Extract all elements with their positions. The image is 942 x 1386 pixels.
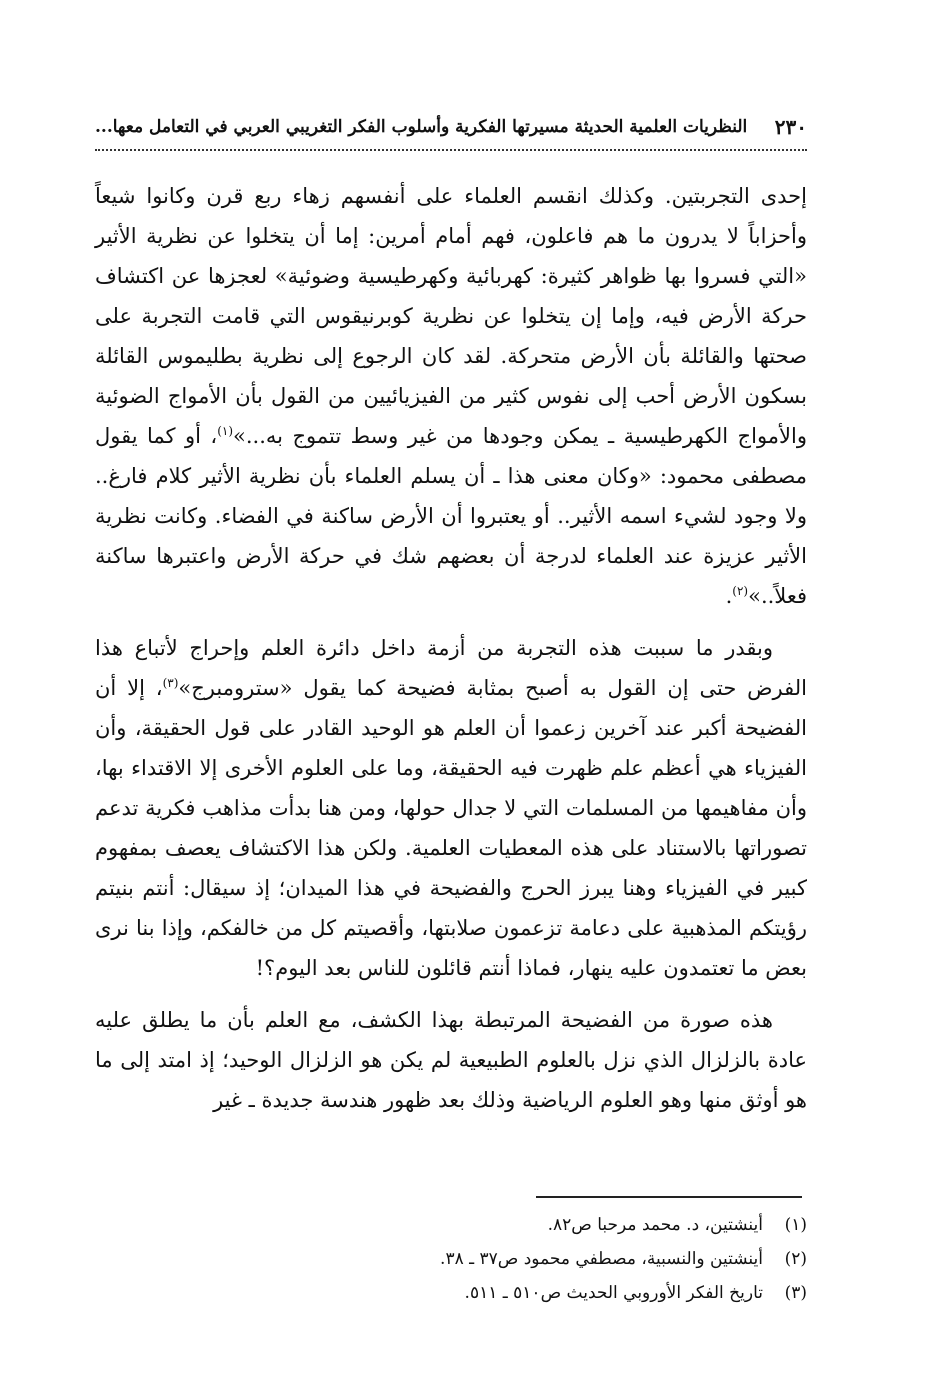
footnote-text: أينشتين، د. محمد مرحبا ص٨٢. xyxy=(547,1215,763,1235)
footnote-ref: (٢) xyxy=(732,584,749,598)
paragraph: وبقدر ما سببت هذه التجربة من أزمة داخل دائرة العلم وإحراج لأتباع هذا الفرض حتى إن القول به أصبح بمثابة فضيحة كما يقول «سترومبرج»$^{(٣)}$، إلا أن الفضيحة أكبر عند آخرين زعموا أن العلم هو الوحيد القادر على قول الحقيقة، وأن الفيزياء هي أعظم علم ظهرت فيه الحقيقة، وما على العلوم الأخرى إلا الاقتداء بها، وأن مفاهيمها من المسلمات التي لا جدال حولها، ومن هنا بدأت مذاهب فكرية تدعم تصوراتها بالاستناد على هذه المعطيات العلمية. ولكن هذا الاكتشاف يعصف بمفهوم كبير في الفيزياء وهنا يبرز الحرج والفضيحة في هذا الميدان؛ إذ سيقال: أنتم بنيتم رؤيتكم المذهبية على دعامة تزعمون صلابتها، وأقصيتم كل من خالفكم، وإذا بنا نرى بعض ما تعتمدون عليه ينهار، فماذا أنتم قائلون للناس بعد اليوم؟! xyxy=(95,636,807,980)
body-text xyxy=(95,176,807,1120)
running-head xyxy=(95,112,807,142)
footnote-number: (١) xyxy=(784,1215,807,1235)
footnote-ref: (١) xyxy=(217,424,234,438)
footnote-ref: (٣) xyxy=(162,676,179,690)
footnote xyxy=(95,1276,807,1310)
footnote-text: تاريخ الفكر الأوروبي الحديث ص٥١٠ ـ ٥١١. xyxy=(464,1283,763,1303)
footnote xyxy=(95,1242,807,1276)
paragraph: هذه صورة من الفضيحة المرتبطة بهذا الكشف، مع العلم بأن ما يطلق عليه عادة بالزلزال الذي نزل بالعلوم الطبيعية لم يكن هو الزلزال الوحيد؛ إذ امتد إلى ما هو أوثق منها وهو العلوم الرياضية وذلك بعد ظهور هندسة جديدة ـ غير xyxy=(95,1008,807,1112)
paragraph: إحدى التجربتين. وكذلك انقسم العلماء على أنفسهم زهاء ربع قرن وكانوا شيعاً وأحزاباً لا يدرون ما هم فاعلون، فهم أمام أمرين: إما أن يتخلوا عن نظرية الأثير «التي فسروا بها ظواهر كثيرة: كهربائية وكهرطيسية وضوئية» لعجزها عن اكتشاف حركة الأرض فيه، وإما إن يتخلوا عن نظرية كوبرنيقوس التي قامت التجربة على صحتها والقائلة بأن الأرض متحركة. لقد كان الرجوع إلى نظرية بطليموس القائلة بسكون الأرض أحب إلى نفوس كثير من الفيزيائيين من القول بأن الأمواج الضوئية والأمواج الكهرطيسية ـ يمكن وجودها من غير وسط تتموج به...»$^{(١)}$، أو كما يقول مصطفى محمود: «وكان معنى هذا ـ أن يسلم العلماء بأن نظرية الأثير كلام فارغ.. ولا وجود لشيء اسمه الأثير.. أو يعتبروا أن الأرض ساكنة في الفضاء. وكانت نظرية الأثير عزيزة عند العلماء لدرجة أن بعضهم شك في حركة الأرض واعتبرها ساكنة فعلاً..»$^{(٢)}$. xyxy=(95,184,807,608)
header-dotted-rule xyxy=(95,149,807,151)
page-number: ٢٣٠ xyxy=(774,115,807,139)
footnote-number: (٢) xyxy=(784,1249,807,1269)
footnote-separator xyxy=(536,1196,802,1198)
footnote xyxy=(95,1208,807,1242)
footnote-text: أينشتين والنسبية، مصطفي محمود ص٣٧ ـ ٣٨. xyxy=(440,1249,763,1269)
footnotes xyxy=(95,1208,807,1310)
running-title: النظريات العلمية الحديثة مسيرتها الفكرية وأسلوب الفكر التغريبي العربي في التعامل معها... xyxy=(95,117,748,137)
footnote-number: (٣) xyxy=(784,1283,807,1303)
